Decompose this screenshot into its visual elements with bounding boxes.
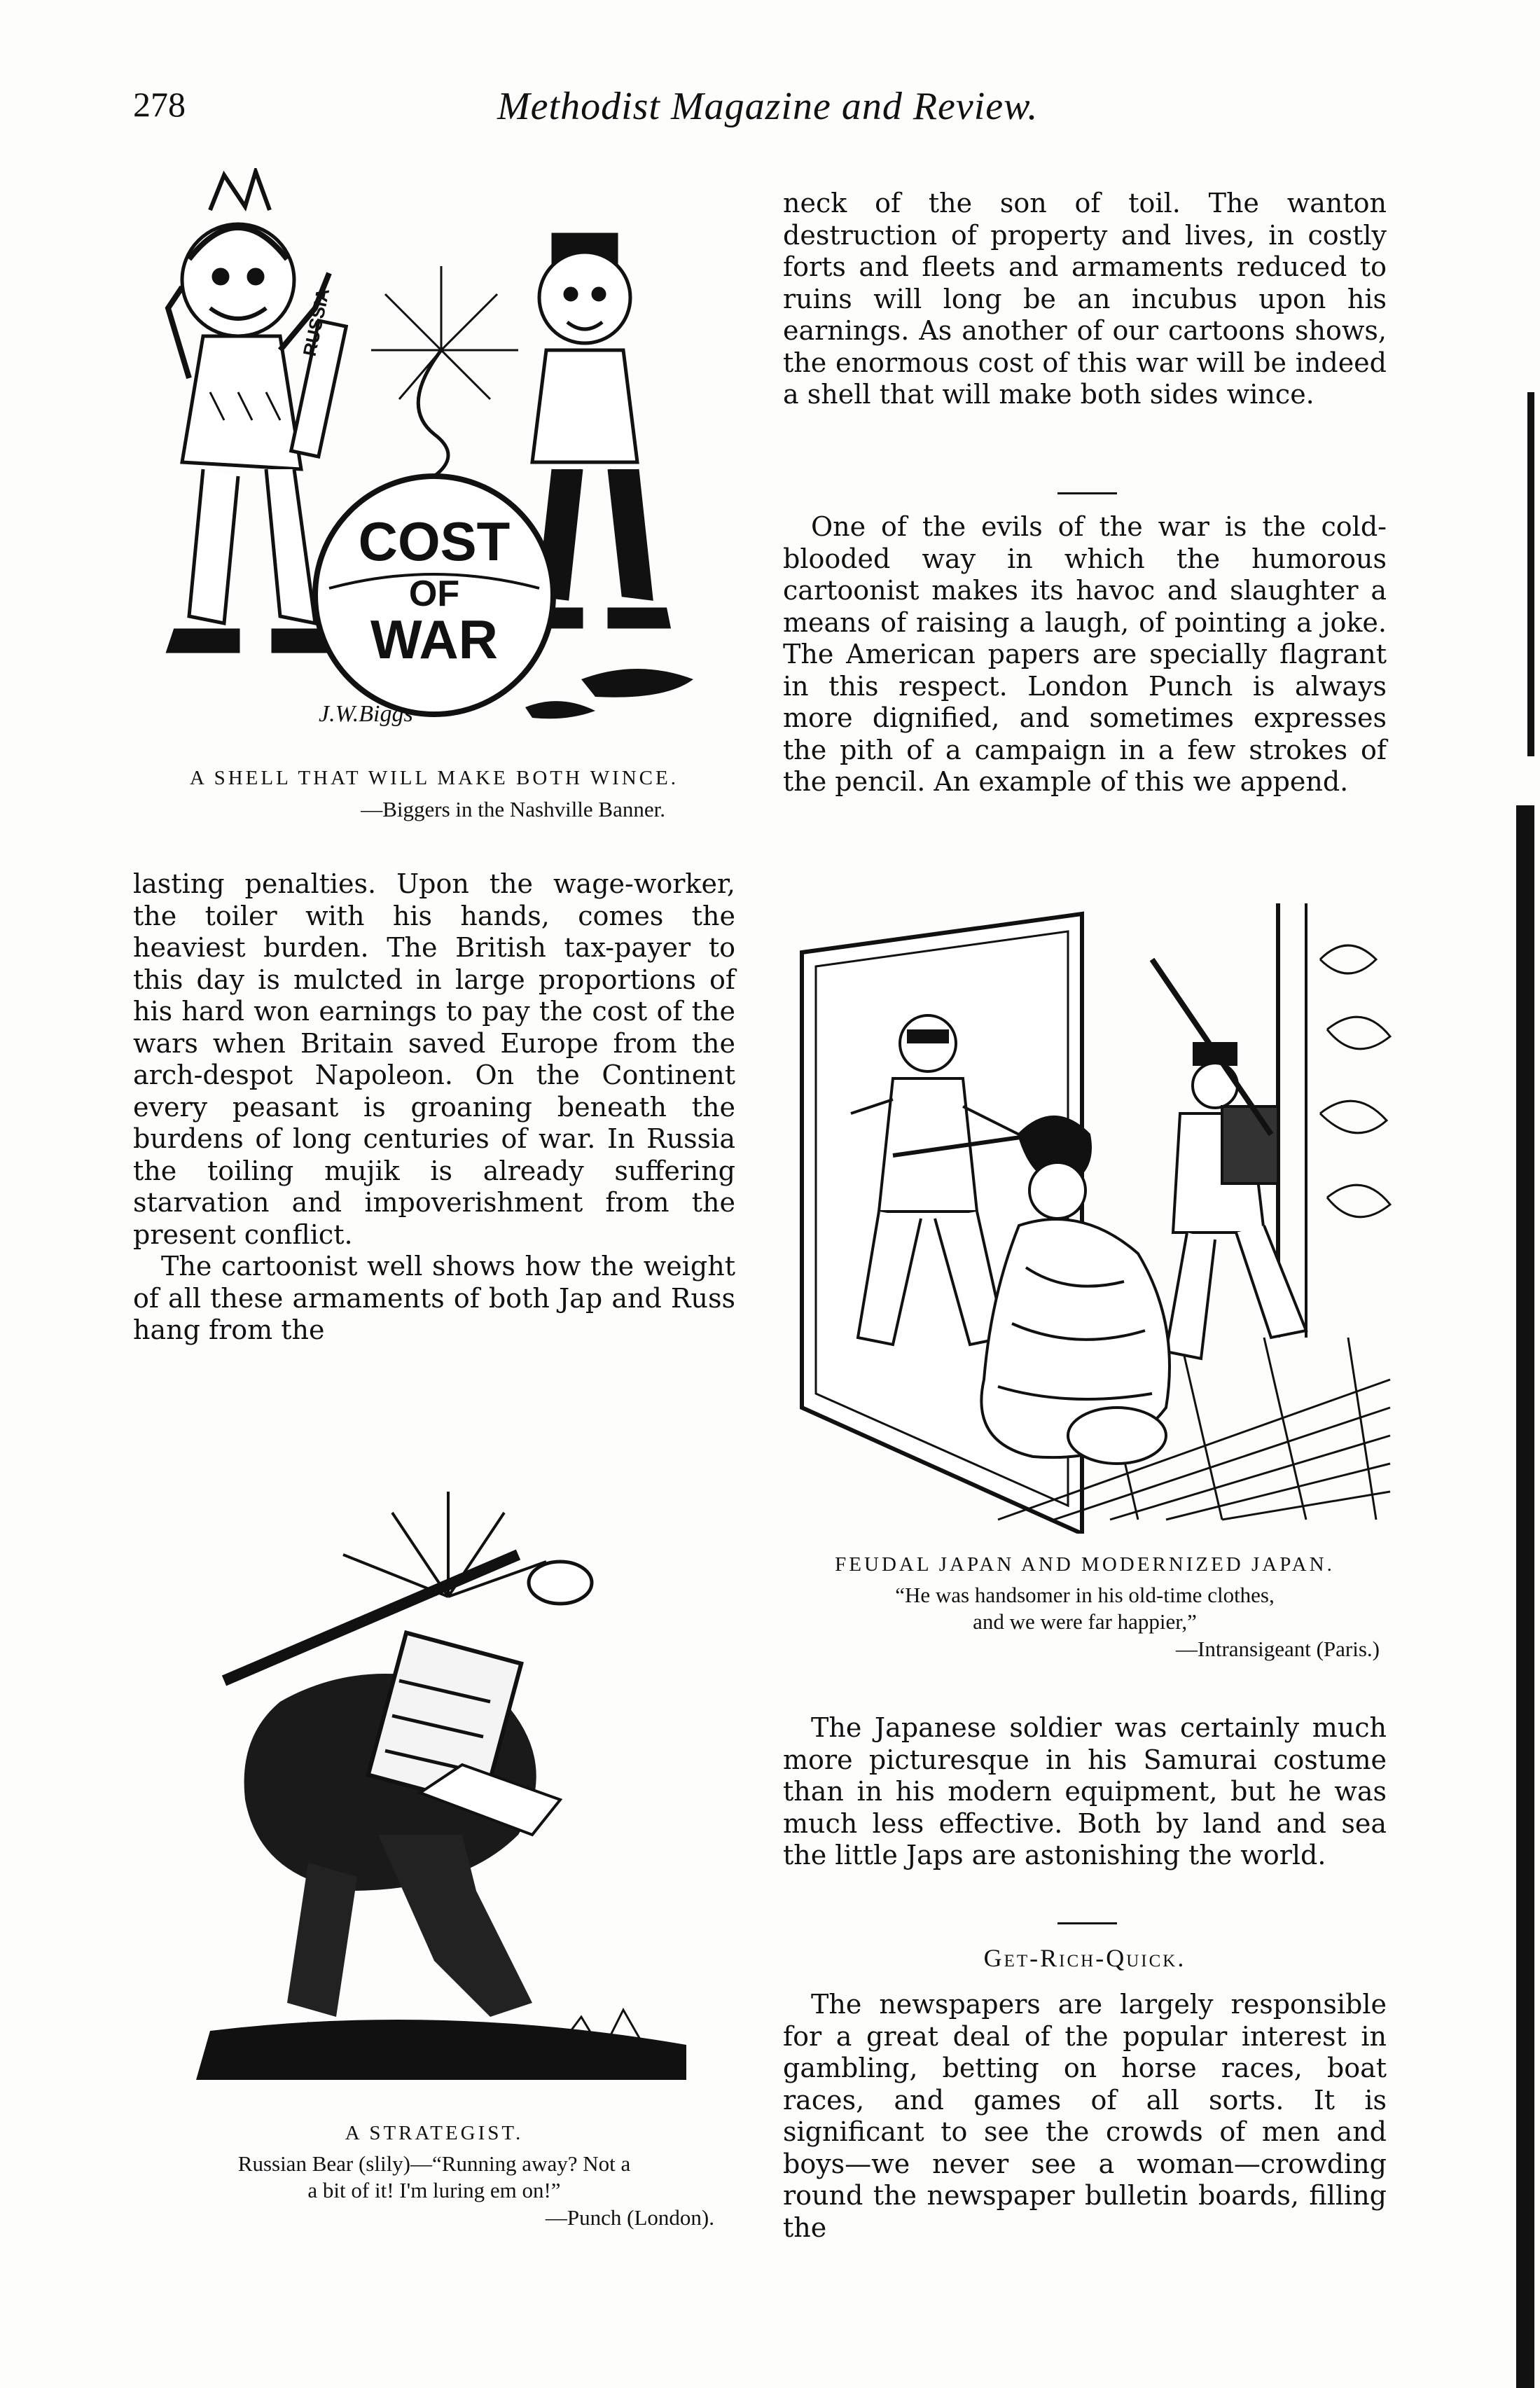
strategist-caption-credit: —Punch (London).: [545, 2205, 714, 2230]
section-divider-2: [1057, 1922, 1117, 1924]
japan-caption-line-1: “He was handsomer in his old-time clothes,: [895, 1583, 1275, 1607]
left-paragraph-1: lasting penalties. Upon the wage-worker, the toiler with his hands, comes the heaviest burden. The British tax-payer to this day is mulcted in large proportions of his hard won earnings to pay the cost of the wars when Britain saved Europe from the arch-despot Napoleon. On the Continent every peasant is groaning beneath the burdens of long centuries of war. In Russia the toiling mujik is already suffering starvation and impoverishment from the present conflict.: [133, 868, 735, 1250]
bomb-text-of: OF: [408, 574, 460, 614]
section-divider-1: [1057, 492, 1117, 494]
scan-edge-mark: [1516, 805, 1534, 2388]
right-paragraph-1: neck of the son of toil. The wanton destruction of property and lives, in costly forts and fleets and armaments reduced to ruins will long be an incubus upon his earnings. As another of our cartoons shows, the enormous cost of this war will be indeed a shell that will make both sides wince.: [783, 188, 1387, 410]
right-paragraph-4: The newspapers are largely responsible for a great deal of the popular interest in gambling, betting on horse races, boat races, and games of all sorts. It is significant to see the crowds of men and boys—we never see a woman—crowding round the newspaper bulletin boards, filling the: [783, 1989, 1387, 2243]
scan-edge-mark: [1527, 392, 1534, 756]
right-paragraph-3: The Japanese soldier was certainly much more picturesque in his Samurai costume than in his modern equipment, but he was much less effective. Both by land and sea the little Japs are astonishing the world.: [783, 1712, 1387, 1870]
shell-cartoon: [105, 168, 735, 742]
bomb-text-cost: COST: [358, 511, 511, 572]
shell-caption-title: A SHELL THAT WILL MAKE BOTH WINCE.: [190, 767, 679, 789]
left-column-text: [133, 868, 735, 1347]
right-column-bottom-text: [783, 1989, 1387, 2244]
strategist-caption-line-2: a bit of it! I'm luring em on!”: [307, 2178, 561, 2202]
shell-cartoon-caption: [133, 767, 735, 824]
japan-caption-credit: —Intransigeant (Paris.): [1176, 1637, 1380, 1661]
strategist-illustration: [168, 1471, 714, 2087]
japan-cartoon-caption: [783, 1553, 1387, 1663]
strategist-caption-line-1: Russian Bear (slily)—“Running away? Not a: [237, 2151, 631, 2176]
strategist-cartoon: [168, 1471, 714, 2087]
shell-caption-credit: —Biggers in the Nashville Banner.: [361, 797, 665, 821]
sleeve-label: RUSSIA: [298, 286, 334, 359]
running-title: Methodist Magazine and Review.: [497, 85, 1039, 128]
right-column-top-text: [783, 188, 1387, 411]
page-number: 278: [133, 85, 186, 124]
page-header: [133, 77, 1387, 140]
strategist-caption: [133, 2122, 735, 2232]
right-column-middle-text: [783, 511, 1387, 798]
japan-cartoon: [788, 903, 1394, 1534]
japan-illustration: [788, 903, 1394, 1534]
bomb-text-war: WAR: [370, 609, 498, 670]
left-paragraph-2: The cartoonist well shows how the weight of all these armaments of both Jap and Russ hang from the: [133, 1251, 735, 1345]
shell-cartoon-illustration: [105, 168, 735, 742]
japan-caption-title: FEUDAL JAPAN AND MODERNIZED JAPAN.: [835, 1553, 1335, 1576]
section-heading: Get-Rich-Quick.: [983, 1944, 1186, 1972]
japan-caption-line-2: and we were far happier,”: [973, 1609, 1197, 1634]
right-column-lower-text: [783, 1712, 1387, 1872]
right-paragraph-2: One of the evils of the war is the cold-blooded way in which the humorous cartoonist makes its havoc and slaughter a means of raising a laugh, of pointing a joke. The American papers are specially flagrant in this respect. London Punch is always more dignified, and sometimes expresses the pith of a campaign in a few strokes of the pencil. An example of this we append.: [783, 511, 1387, 797]
cartoonist-signature: J.W.Biggs: [319, 701, 413, 727]
strategist-caption-title: A STRATEGIST.: [345, 2122, 524, 2144]
